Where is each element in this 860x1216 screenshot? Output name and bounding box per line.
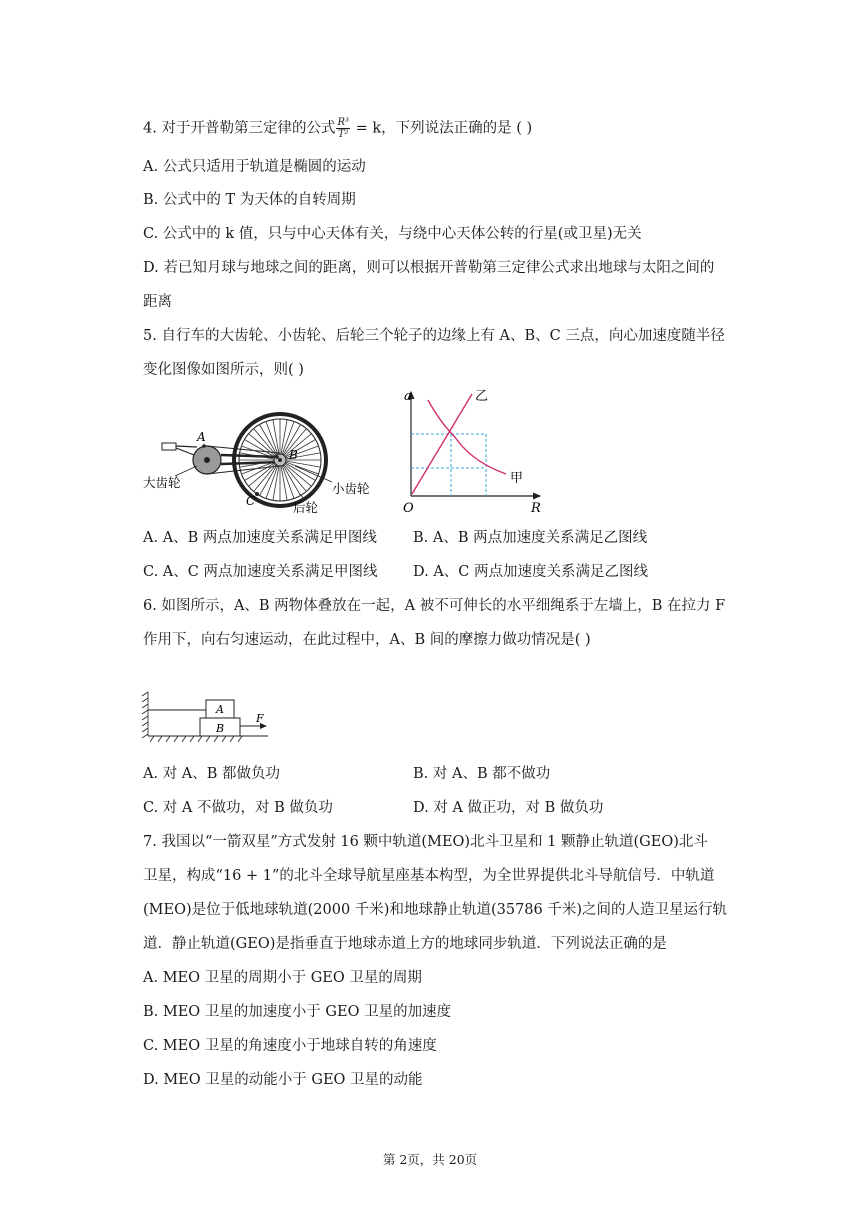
- q4-formula-fraction: [336, 117, 350, 140]
- block-figure: [140, 690, 275, 752]
- q6-option-d: D. 对 A 做正功，对 B 做负功: [413, 800, 604, 816]
- q7-option-b: B. MEO 卫星的加速度小于 GEO 卫星的加速度: [143, 1004, 452, 1020]
- axis-label-r: R: [531, 501, 541, 516]
- acceleration-radius-graph: [398, 386, 548, 518]
- q6-option-b: B. 对 A、B 都不做功: [413, 766, 551, 782]
- pedal: [162, 443, 176, 450]
- label-b: B: [289, 448, 298, 462]
- origin-label: O: [403, 501, 414, 516]
- q5-stem-line1: 5. 自行车的大齿轮、小齿轮、后轮三个轮子的边缘上有 A、B、C 三点，向心加速度随半径: [143, 328, 725, 344]
- q5-option-b: B. A、B 两点加速度关系满足乙图线: [413, 530, 648, 546]
- point-a: [202, 444, 206, 448]
- q7-stem-line4: 道．静止轨道(GEO)是指垂直于地球赤道上方的地球同步轨道．下列说法正确的是: [143, 936, 667, 952]
- q4-option-b: B. 公式中的 T 为天体的自转周期: [143, 192, 356, 208]
- q4-stem-suffix: = k，下列说法正确的是 ( ): [351, 120, 533, 137]
- q4-option-d-line1: D. 若已知月球与地球之间的距离，则可以根据开普勒第三定律公式求出地球与太阳之间的: [143, 260, 715, 276]
- q5-stem-line2: 变化图像如图所示，则( ): [143, 362, 304, 378]
- wall: [142, 692, 148, 738]
- q7-option-d: D. MEO 卫星的动能小于 GEO 卫星的动能: [143, 1072, 423, 1088]
- q7-stem-line1: 7. 我国以“一箭双星”方式发射 16 颗中轨道(MEO)北斗卫星和 1 颗静止轨道(GEO)北斗: [143, 834, 708, 850]
- label-rear-wheel: 后轮: [293, 500, 319, 515]
- q5-option-c: C. A、C 两点加速度关系满足甲图线: [143, 564, 378, 580]
- q5-option-a: A. A、B 两点加速度关系满足甲图线: [143, 530, 377, 546]
- q6-option-c: C. 对 A 不做功，对 B 做负功: [143, 800, 333, 816]
- q6-stem-line1: 6. 如图所示，A、B 两物体叠放在一起，A 被不可伸长的水平细绳系于左墙上，B 在拉力 F: [143, 598, 726, 614]
- curve-label-yi: 乙: [475, 389, 489, 404]
- guide-lines: [411, 434, 486, 496]
- q5-option-d: D. A、C 两点加速度关系满足乙图线: [413, 564, 649, 580]
- block-a-label: A: [216, 703, 224, 716]
- q6-stem-line2: 作用下，向右匀速运动，在此过程中，A、B 间的摩擦力做功情况是( ): [143, 632, 591, 648]
- q7-option-c: C. MEO 卫星的角速度小于地球自转的角速度: [143, 1038, 437, 1054]
- curve-yi: [412, 394, 472, 494]
- bicycle-gear-figure: [135, 400, 385, 518]
- curve-jia: [428, 400, 506, 474]
- q7-stem-line3: (MEO)是位于低地球轨道(2000 千米)和地球静止轨道(35786 千米)之间的人造卫星运行轨: [143, 902, 728, 918]
- rear-wheel: [234, 414, 326, 506]
- label-small-gear: 小齿轮: [332, 481, 370, 496]
- force-label: F: [256, 712, 264, 725]
- q7-stem-line2: 卫星，构成“16 + 1”的北斗全球导航星座基本构型，为全世界提供北斗导航信号．中轨道: [143, 868, 715, 884]
- q4-option-c: C. 公式中的 k 值，只与中心天体有关，与绕中心天体公转的行星(或卫星)无关: [143, 226, 642, 242]
- q4-stem: [143, 117, 532, 140]
- q4-option-a: A. 公式只适用于轨道是椭圆的运动: [143, 159, 366, 175]
- ground: [150, 736, 242, 742]
- page-footer: 第 2页，共 20页: [382, 1152, 478, 1167]
- axis-label-a: a: [404, 389, 412, 404]
- block-b-label: B: [216, 722, 225, 735]
- label-c: C: [246, 494, 256, 508]
- curve-label-jia: 甲: [510, 471, 524, 486]
- point-b: [275, 455, 279, 459]
- q4-option-d-line2: 距离: [143, 294, 172, 310]
- q6-option-a: A. 对 A、B 都做负功: [143, 766, 281, 782]
- q4-stem-prefix: 4. 对于开普勒第三定律的公式: [143, 120, 336, 137]
- label-a: A: [197, 430, 206, 444]
- q4-frac-den: T²: [337, 129, 349, 140]
- label-big-gear: 大齿轮: [143, 475, 181, 490]
- q7-option-a: A. MEO 卫星的周期小于 GEO 卫星的周期: [143, 970, 422, 986]
- point-c: [255, 492, 259, 496]
- q4-frac-num: R³: [337, 117, 349, 128]
